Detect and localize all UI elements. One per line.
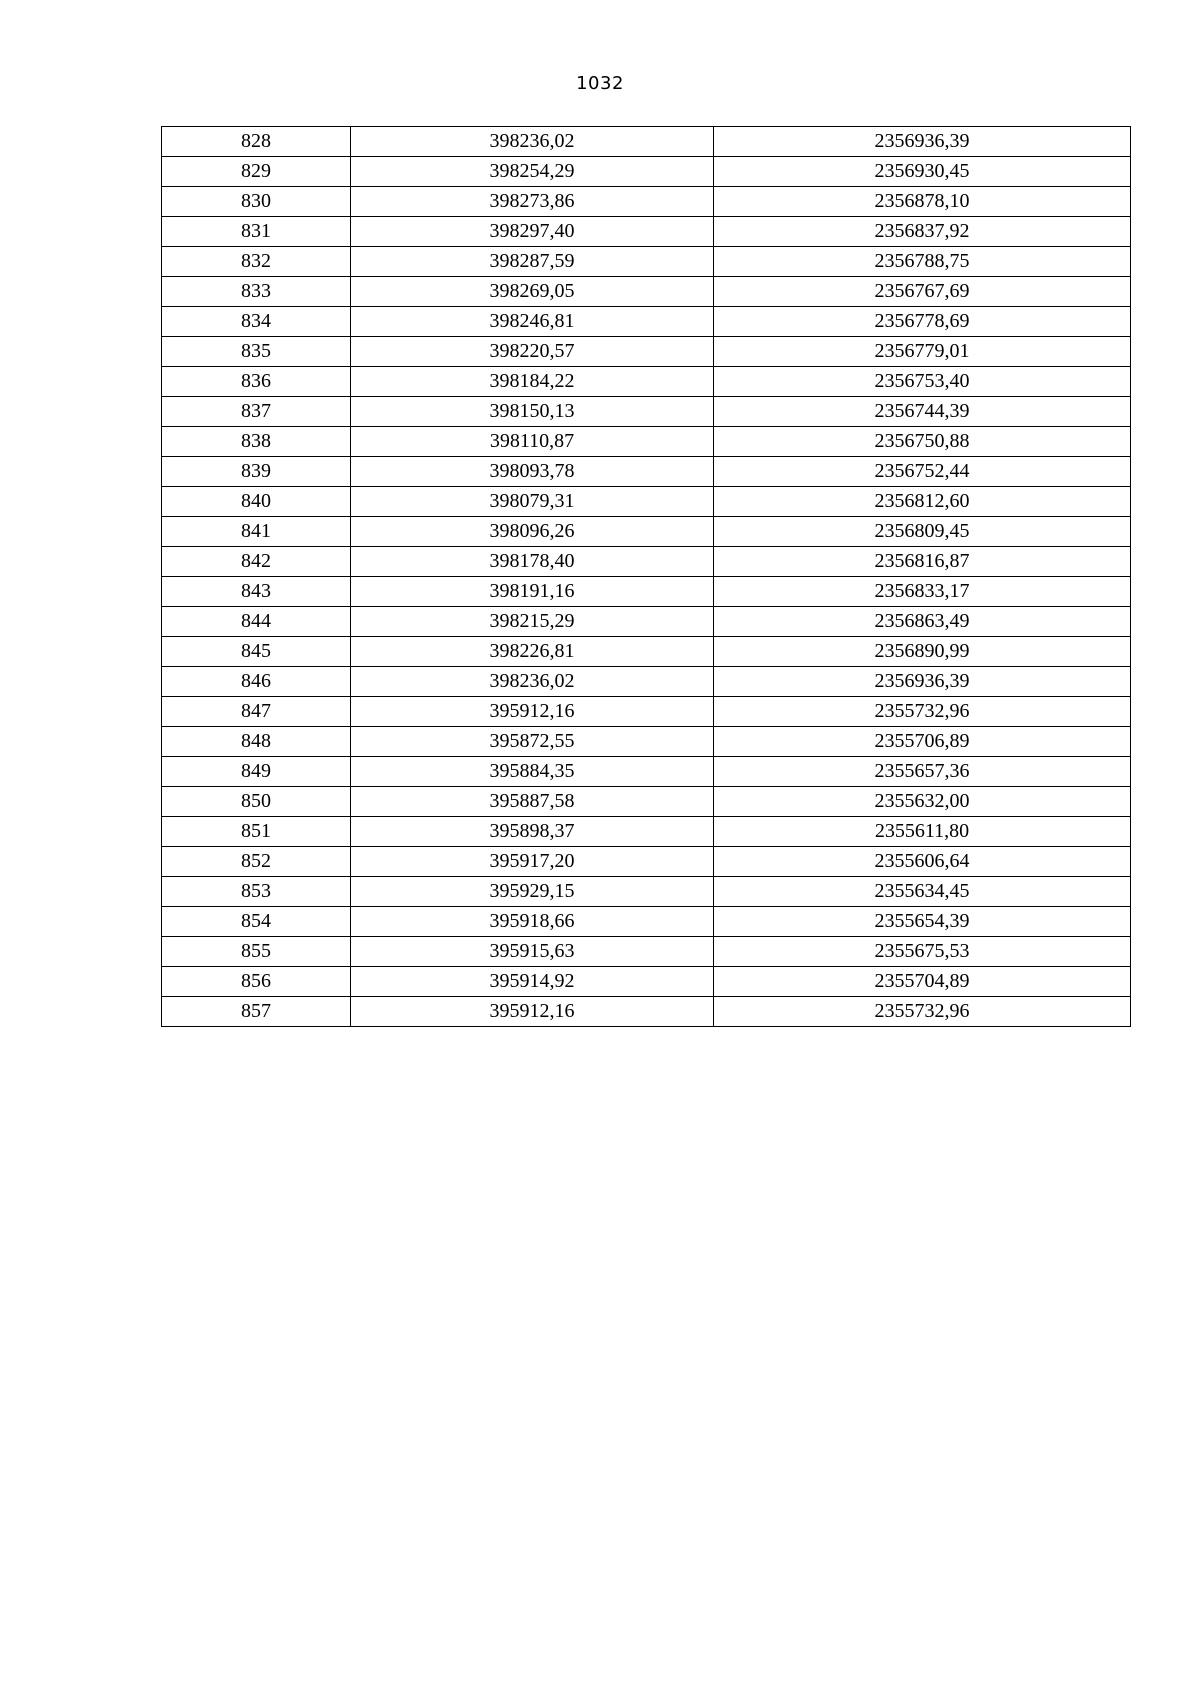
table-row [162,487,1131,517]
point-number-cell: 832 [162,247,351,277]
y-coordinate-cell: 2355704,89 [714,967,1131,997]
table-row [162,217,1131,247]
x-coordinate-cell: 398184,22 [351,367,714,397]
y-coordinate-cell: 2356750,88 [714,427,1131,457]
table-row [162,847,1131,877]
table-row [162,697,1131,727]
table-row [162,997,1131,1027]
x-coordinate-cell: 398215,29 [351,607,714,637]
y-coordinate-cell: 2356744,39 [714,397,1131,427]
x-coordinate-cell: 398236,02 [351,667,714,697]
table-row [162,427,1131,457]
y-coordinate-cell: 2356752,44 [714,457,1131,487]
y-coordinate-cell: 2355606,64 [714,847,1131,877]
y-coordinate-cell: 2356788,75 [714,247,1131,277]
table-row [162,367,1131,397]
table-row [162,517,1131,547]
table-row [162,637,1131,667]
table-row [162,787,1131,817]
table-row [162,337,1131,367]
x-coordinate-cell: 398150,13 [351,397,714,427]
x-coordinate-cell: 395914,92 [351,967,714,997]
table-row [162,157,1131,187]
point-number-cell: 843 [162,577,351,607]
point-number-cell: 835 [162,337,351,367]
x-coordinate-cell: 395929,15 [351,877,714,907]
x-coordinate-cell: 395872,55 [351,727,714,757]
y-coordinate-cell: 2356936,39 [714,667,1131,697]
y-coordinate-cell: 2356863,49 [714,607,1131,637]
point-number-cell: 852 [162,847,351,877]
x-coordinate-cell: 398273,86 [351,187,714,217]
page-number: 1032 [576,73,624,94]
point-number-cell: 850 [162,787,351,817]
y-coordinate-cell: 2356753,40 [714,367,1131,397]
x-coordinate-cell: 398297,40 [351,217,714,247]
y-coordinate-cell: 2355654,39 [714,907,1131,937]
table-row [162,277,1131,307]
coordinates-table [161,126,1131,1027]
y-coordinate-cell: 2356930,45 [714,157,1131,187]
x-coordinate-cell: 398220,57 [351,337,714,367]
point-number-cell: 846 [162,667,351,697]
point-number-cell: 836 [162,367,351,397]
y-coordinate-cell: 2355632,00 [714,787,1131,817]
point-number-cell: 833 [162,277,351,307]
table-row [162,307,1131,337]
x-coordinate-cell: 398236,02 [351,127,714,157]
point-number-cell: 848 [162,727,351,757]
table-row [162,397,1131,427]
point-number-cell: 857 [162,997,351,1027]
table-row [162,757,1131,787]
y-coordinate-cell: 2355732,96 [714,697,1131,727]
coordinates-table-body [162,127,1131,1027]
x-coordinate-cell: 395918,66 [351,907,714,937]
y-coordinate-cell: 2356767,69 [714,277,1131,307]
x-coordinate-cell: 398178,40 [351,547,714,577]
point-number-cell: 838 [162,427,351,457]
y-coordinate-cell: 2355675,53 [714,937,1131,967]
table-row [162,667,1131,697]
point-number-cell: 854 [162,907,351,937]
y-coordinate-cell: 2356837,92 [714,217,1131,247]
y-coordinate-cell: 2355657,36 [714,757,1131,787]
y-coordinate-cell: 2356878,10 [714,187,1131,217]
point-number-cell: 841 [162,517,351,547]
table-row [162,907,1131,937]
point-number-cell: 845 [162,637,351,667]
y-coordinate-cell: 2355706,89 [714,727,1131,757]
table-row [162,247,1131,277]
table-row [162,607,1131,637]
y-coordinate-cell: 2356816,87 [714,547,1131,577]
x-coordinate-cell: 395912,16 [351,697,714,727]
point-number-cell: 837 [162,397,351,427]
x-coordinate-cell: 398226,81 [351,637,714,667]
x-coordinate-cell: 395898,37 [351,817,714,847]
x-coordinate-cell: 398287,59 [351,247,714,277]
point-number-cell: 849 [162,757,351,787]
point-number-cell: 855 [162,937,351,967]
point-number-cell: 842 [162,547,351,577]
point-number-cell: 834 [162,307,351,337]
x-coordinate-cell: 398246,81 [351,307,714,337]
x-coordinate-cell: 398093,78 [351,457,714,487]
point-number-cell: 851 [162,817,351,847]
x-coordinate-cell: 395917,20 [351,847,714,877]
table-row [162,877,1131,907]
point-number-cell: 847 [162,697,351,727]
point-number-cell: 830 [162,187,351,217]
y-coordinate-cell: 2356890,99 [714,637,1131,667]
table-row [162,187,1131,217]
x-coordinate-cell: 398269,05 [351,277,714,307]
x-coordinate-cell: 395887,58 [351,787,714,817]
x-coordinate-cell: 398079,31 [351,487,714,517]
y-coordinate-cell: 2356809,45 [714,517,1131,547]
y-coordinate-cell: 2355611,80 [714,817,1131,847]
point-number-cell: 840 [162,487,351,517]
x-coordinate-cell: 395884,35 [351,757,714,787]
x-coordinate-cell: 395915,63 [351,937,714,967]
point-number-cell: 844 [162,607,351,637]
table-row [162,547,1131,577]
point-number-cell: 831 [162,217,351,247]
table-row [162,817,1131,847]
x-coordinate-cell: 395912,16 [351,997,714,1027]
y-coordinate-cell: 2356833,17 [714,577,1131,607]
table-row [162,937,1131,967]
y-coordinate-cell: 2356812,60 [714,487,1131,517]
point-number-cell: 856 [162,967,351,997]
x-coordinate-cell: 398254,29 [351,157,714,187]
y-coordinate-cell: 2355732,96 [714,997,1131,1027]
table-row [162,967,1131,997]
table-row [162,577,1131,607]
y-coordinate-cell: 2356779,01 [714,337,1131,367]
x-coordinate-cell: 398110,87 [351,427,714,457]
point-number-cell: 853 [162,877,351,907]
y-coordinate-cell: 2355634,45 [714,877,1131,907]
table-row [162,727,1131,757]
point-number-cell: 829 [162,157,351,187]
y-coordinate-cell: 2356778,69 [714,307,1131,337]
point-number-cell: 839 [162,457,351,487]
y-coordinate-cell: 2356936,39 [714,127,1131,157]
point-number-cell: 828 [162,127,351,157]
table-row [162,457,1131,487]
table-row [162,127,1131,157]
x-coordinate-cell: 398096,26 [351,517,714,547]
x-coordinate-cell: 398191,16 [351,577,714,607]
